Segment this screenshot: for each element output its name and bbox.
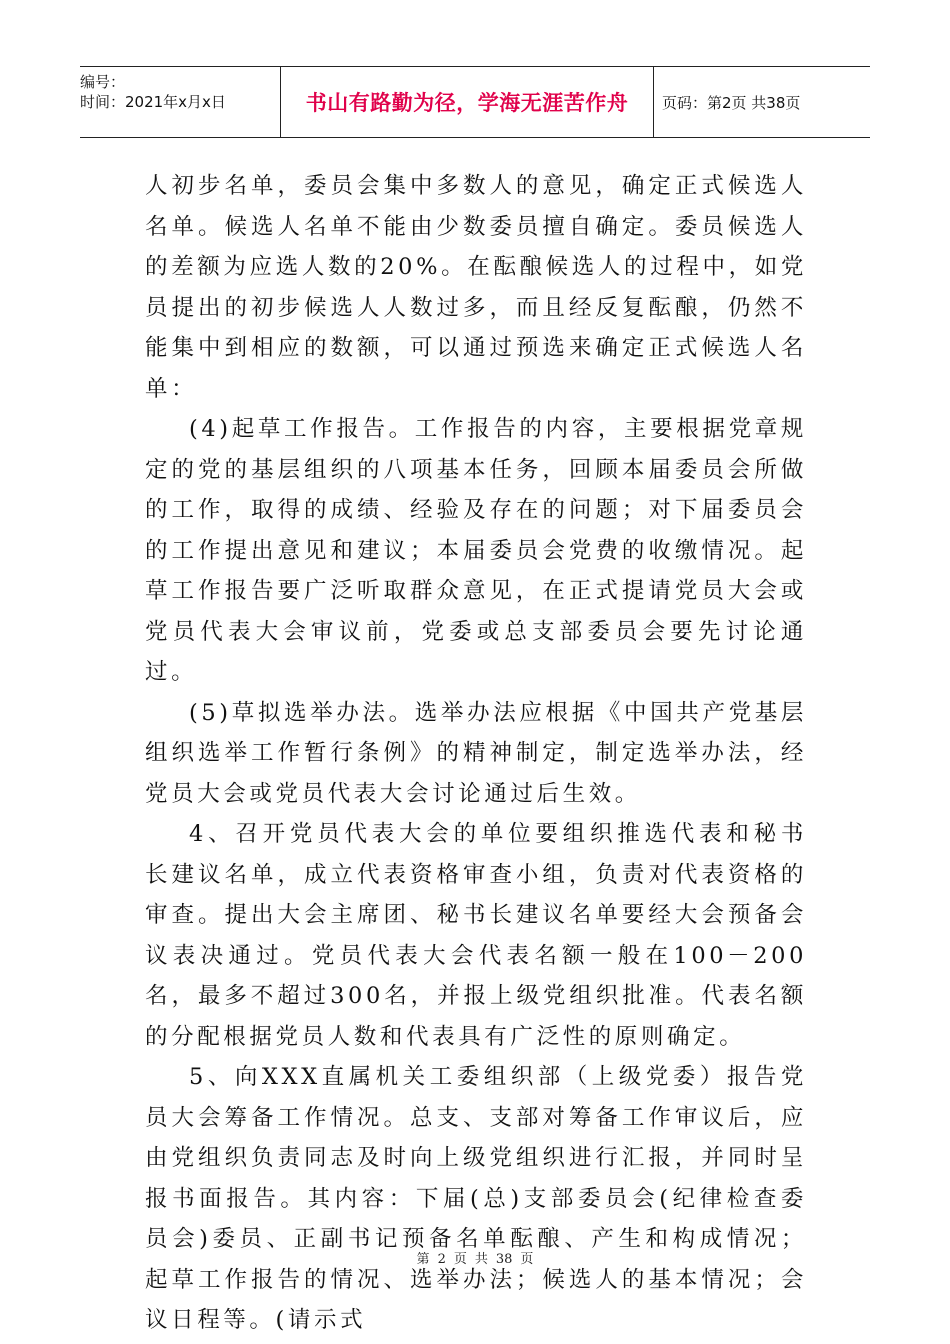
paragraph-1: 人初步名单，委员会集中多数人的意见，确定正式候选人名单。候选人名单不能由少数委员擅自确定。委员候选人的差额为应选人数的20%。在酝酿候选人的过程中，如党员提出的初步候选人人数过多，而且经反复酝酿，仍然不能集中到相应的数额，可以通过预选来确定正式候选人名单：: [145, 173, 807, 402]
footer-page-number: 2: [437, 1252, 446, 1267]
paragraph-2: (4)起草工作报告。工作报告的内容，主要根据党章规定的党的基层组织的八项基本任务，回顾本届委员会所做的工作，取得的成绩、经验及存在的问题；对下届委员会的工作提出意见和建议；本届委员会党费的收缴情况。起草工作报告要广泛听取群众意见，在正式提请党员大会或党员代表大会审议前，党委或总支部委员会要先讨论通过。: [145, 416, 807, 685]
paragraph-3: (5)草拟选举办法。选举办法应根据《中国共产党基层组织选举工作暂行条例》的精神制定，制定选举办法，经党员大会或党员代表大会讨论通过后生效。: [145, 699, 807, 807]
footer-ye: 页: [453, 1252, 467, 1267]
page-footer: [0, 1248, 950, 1267]
page-header: [80, 66, 870, 138]
time-label: 时间：2021年x月x日: [80, 93, 226, 111]
header-motto-cell: [280, 67, 654, 137]
paragraph-4: 4、召开党员代表大会的单位要组织推选代表和秘书长建议名单，成立代表资格审查小组，负责对代表资格的审查。提出大会主席团、秘书长建议名单要经大会预备会议表决通过。党员代表大会代表名额一般在100－200名，最多不超过300名，并报上级党组织批准。代表名额的分配根据党员人数和代表具有广泛性的原则确定。: [145, 821, 807, 1050]
document-body: [145, 166, 807, 1341]
footer-gong: 共: [474, 1252, 488, 1267]
serial-label: 编号：: [80, 73, 126, 91]
paragraph-5: 5、向XXX直属机关工委组织部（上级党委）报告党员大会筹备工作情况。总支、支部对筹备工作审议后，应由党组织负责同志及时向上级党组织进行汇报，并同时呈报书面报告。其内容：下届(总)支部委员会(纪律检查委员会)委员、正副书记预备名单酝酿、产生和构成情况；起草工作报告的情况、选举办法；候选人的基本情况；会议日程等。(请示式: [145, 1064, 807, 1333]
footer-total-pages: 38: [495, 1252, 513, 1267]
header-page-info: [662, 67, 870, 137]
page-info-text: 页码：第2页 共38页: [662, 93, 801, 112]
header-meta: [80, 67, 280, 142]
footer-ye2: 页: [520, 1252, 534, 1267]
footer-di: 第: [416, 1252, 430, 1267]
motto-text: 书山有路勤为径，学海无涯苦作舟: [305, 91, 629, 115]
